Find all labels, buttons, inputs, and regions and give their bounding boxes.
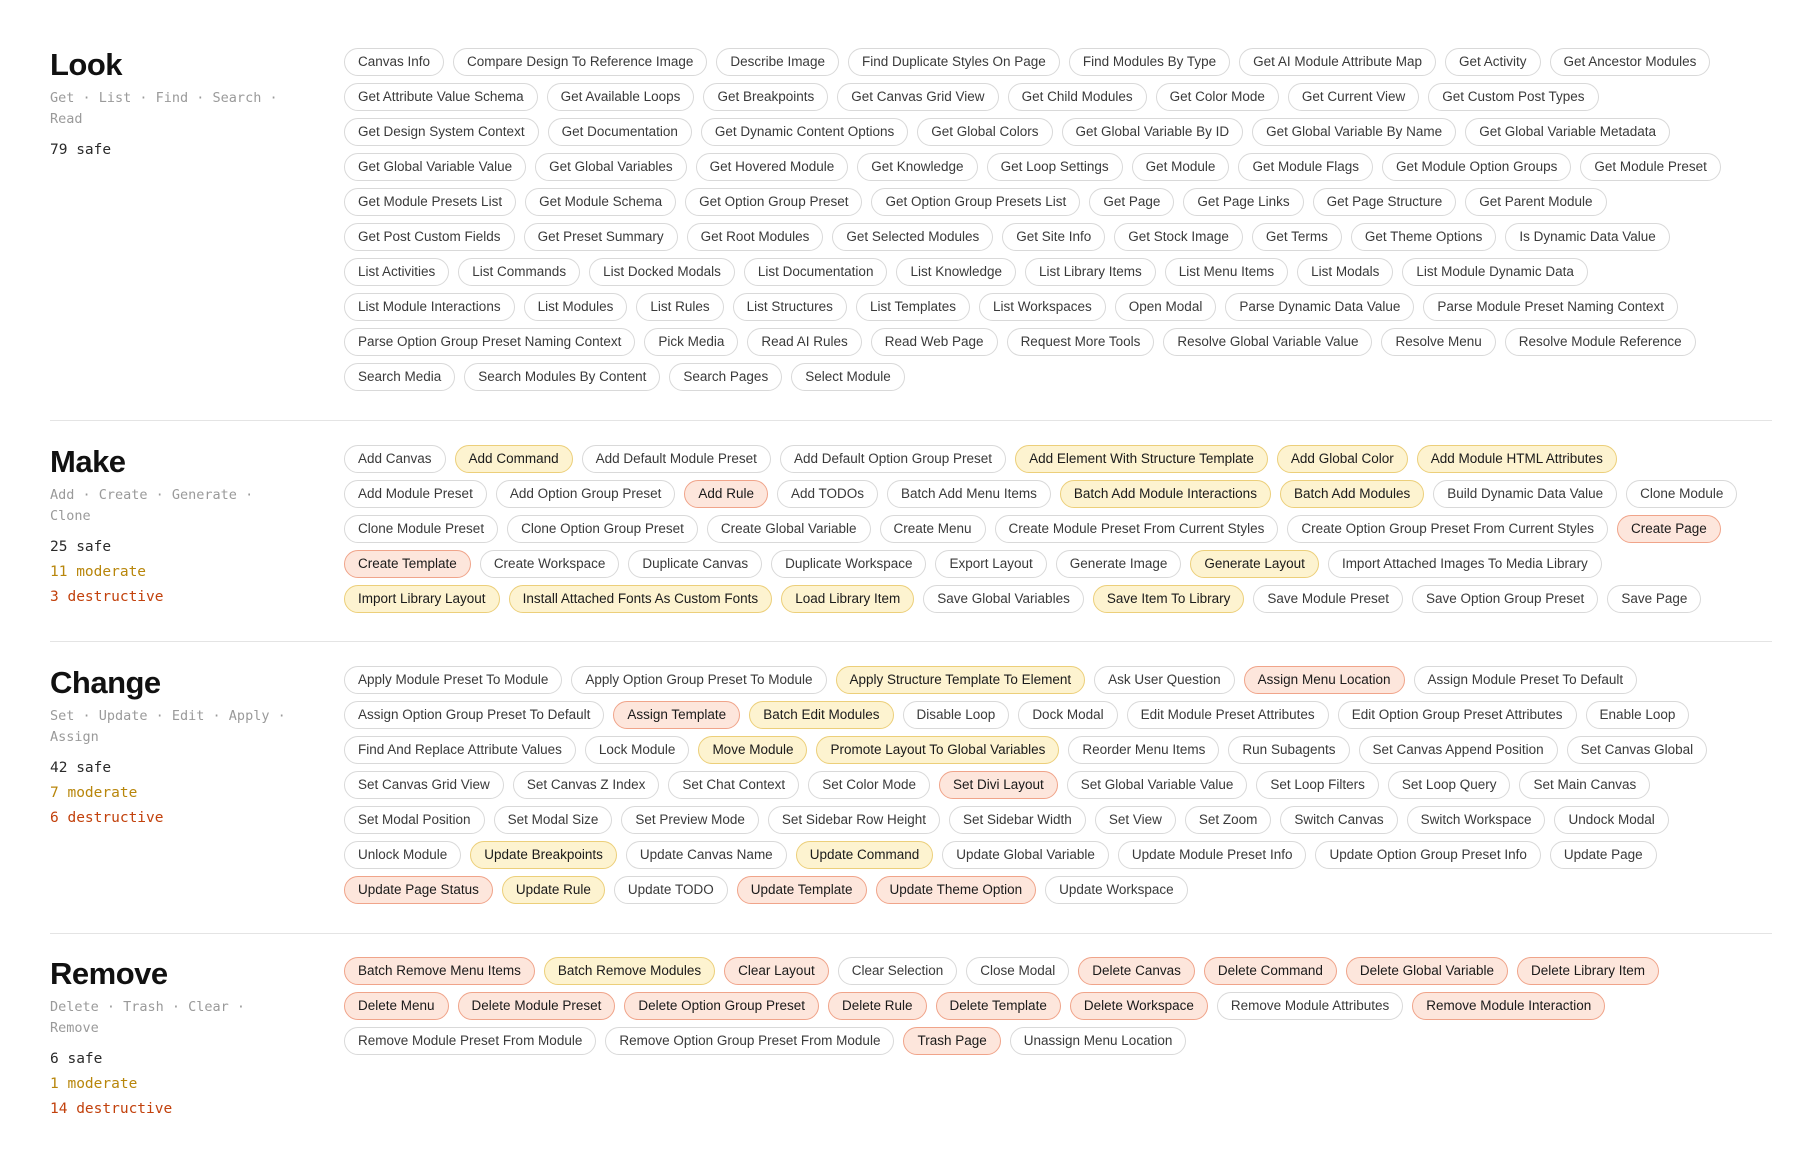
tool-chip[interactable]: Switch Canvas — [1280, 806, 1397, 834]
tool-chip[interactable]: Reorder Menu Items — [1068, 736, 1219, 764]
tool-chip[interactable]: Get Page Links — [1183, 188, 1303, 216]
section-title: Remove — [50, 956, 168, 991]
count-destructive: 6 destructive — [50, 810, 164, 826]
tool-chip[interactable]: Enable Loop — [1586, 701, 1690, 729]
section-look — [50, 48, 1772, 421]
count-destructive: 14 destructive — [50, 1101, 173, 1117]
tool-chip[interactable]: Build Dynamic Data Value — [1433, 480, 1617, 508]
tool-chip[interactable]: Add Command — [455, 445, 573, 473]
section-title: Look — [50, 47, 123, 82]
tool-chip[interactable]: Get Child Modules — [1008, 83, 1147, 111]
tool-chip[interactable]: Update Command — [796, 841, 934, 869]
tool-chip[interactable]: Get Custom Post Types — [1428, 83, 1598, 111]
tool-chip[interactable]: Get Page Structure — [1313, 188, 1457, 216]
tool-chip[interactable]: List Commands — [458, 258, 580, 286]
tool-chip[interactable]: Parse Option Group Preset Naming Context — [344, 328, 635, 356]
tool-chip[interactable]: Parse Dynamic Data Value — [1225, 293, 1414, 321]
tool-chip[interactable]: Get Color Mode — [1156, 83, 1279, 111]
tool-chip[interactable]: Find And Replace Attribute Values — [344, 736, 576, 764]
tool-chip[interactable]: Save Option Group Preset — [1412, 585, 1598, 613]
tool-chip[interactable]: Add Option Group Preset — [496, 480, 676, 508]
tool-chip[interactable]: List Modals — [1297, 258, 1393, 286]
tool-chip[interactable]: Get Root Modules — [687, 223, 824, 251]
tool-chip[interactable]: Add Rule — [684, 480, 768, 508]
tool-chip[interactable]: Set Canvas Z Index — [513, 771, 660, 799]
tool-chip[interactable]: List Knowledge — [896, 258, 1016, 286]
tool-chip[interactable]: Save Page — [1607, 585, 1701, 613]
tool-chip[interactable]: Import Library Layout — [344, 585, 500, 613]
tool-chip[interactable]: Open Modal — [1115, 293, 1217, 321]
section-make — [50, 445, 1772, 642]
tool-chip[interactable]: Get Global Colors — [917, 118, 1052, 146]
tool-chip[interactable]: Add Element With Structure Template — [1015, 445, 1268, 473]
tool-chip[interactable]: Get Canvas Grid View — [837, 83, 998, 111]
tool-chip[interactable]: Assign Template — [613, 701, 740, 729]
tool-chip[interactable]: Batch Add Module Interactions — [1060, 480, 1271, 508]
tool-chip[interactable]: Get Activity — [1445, 48, 1541, 76]
tool-chip[interactable]: Apply Option Group Preset To Module — [571, 666, 826, 694]
tool-chip[interactable]: Set View — [1095, 806, 1176, 834]
tool-chip[interactable]: Get Stock Image — [1114, 223, 1243, 251]
tool-chip[interactable]: Set Sidebar Row Height — [768, 806, 940, 834]
tool-chip[interactable]: Add Default Module Preset — [582, 445, 771, 473]
tool-chip[interactable]: Update Workspace — [1045, 876, 1188, 904]
tool-chip[interactable]: Get Global Variable Metadata — [1465, 118, 1670, 146]
tool-chip[interactable]: Edit Module Preset Attributes — [1127, 701, 1329, 729]
tool-chip[interactable]: Delete Command — [1204, 957, 1337, 985]
tool-chip[interactable]: Describe Image — [716, 48, 839, 76]
tool-chip[interactable]: Get Design System Context — [344, 118, 539, 146]
tool-chip[interactable]: Canvas Info — [344, 48, 444, 76]
tool-chip[interactable]: Delete Module Preset — [458, 992, 616, 1020]
tool-chip[interactable]: List Library Items — [1025, 258, 1156, 286]
tool-chip[interactable]: Is Dynamic Data Value — [1505, 223, 1669, 251]
tool-chip[interactable]: Add Canvas — [344, 445, 446, 473]
tool-chip[interactable]: Set Color Mode — [808, 771, 930, 799]
tool-chip[interactable]: Duplicate Workspace — [771, 550, 926, 578]
count-safe: 25 safe — [50, 539, 112, 555]
tool-chip[interactable]: Duplicate Canvas — [628, 550, 762, 578]
tool-chip[interactable]: Get Parent Module — [1465, 188, 1606, 216]
tool-chip[interactable]: Remove Option Group Preset From Module — [605, 1027, 894, 1055]
tool-chip[interactable]: Save Global Variables — [923, 585, 1084, 613]
section-verbs: Delete · Trash · Clear · Remove — [50, 999, 246, 1036]
tool-chip[interactable]: Create Template — [344, 550, 471, 578]
tool-chip[interactable]: Edit Option Group Preset Attributes — [1338, 701, 1577, 729]
tool-chip[interactable]: Set Sidebar Width — [949, 806, 1086, 834]
tool-chip[interactable]: Delete Canvas — [1078, 957, 1195, 985]
tool-chip[interactable]: Batch Remove Menu Items — [344, 957, 535, 985]
tool-chip[interactable]: List Menu Items — [1165, 258, 1288, 286]
section-header — [50, 48, 344, 420]
tool-chip[interactable]: Get Module — [1132, 153, 1230, 181]
tool-chip[interactable]: Get Global Variable By ID — [1062, 118, 1244, 146]
tool-chip[interactable]: Pick Media — [644, 328, 738, 356]
section-counts — [50, 535, 344, 610]
tool-chip[interactable]: Update Option Group Preset Info — [1315, 841, 1540, 869]
tool-chip[interactable]: Update Theme Option — [876, 876, 1037, 904]
tool-chip[interactable]: Get Site Info — [1002, 223, 1105, 251]
tool-chip-list — [344, 666, 1772, 933]
tool-chip[interactable]: Disable Loop — [903, 701, 1010, 729]
tool-chip[interactable]: Move Module — [698, 736, 807, 764]
tool-chip[interactable]: Get Module Flags — [1238, 153, 1373, 181]
tool-chip[interactable]: Get Documentation — [548, 118, 692, 146]
tool-chip[interactable]: Get Module Preset — [1580, 153, 1721, 181]
tool-chip[interactable]: Clone Module — [1626, 480, 1737, 508]
tool-chip[interactable]: Read AI Rules — [747, 328, 861, 356]
tool-chip[interactable]: Promote Layout To Global Variables — [816, 736, 1059, 764]
section-counts — [50, 756, 344, 831]
tool-chip[interactable]: Get Selected Modules — [832, 223, 993, 251]
tool-chip[interactable]: Set Main Canvas — [1519, 771, 1650, 799]
tool-chip[interactable]: Remove Module Attributes — [1217, 992, 1403, 1020]
tool-chip[interactable]: Clear Layout — [724, 957, 829, 985]
count-safe: 6 safe — [50, 1051, 103, 1067]
tool-chip[interactable]: List Module Dynamic Data — [1402, 258, 1588, 286]
tool-chip[interactable]: Get Current View — [1288, 83, 1419, 111]
tool-chip[interactable]: Get Global Variables — [535, 153, 687, 181]
section-verbs: Set · Update · Edit · Apply · Assign — [50, 708, 286, 745]
tool-chip[interactable]: Set Loop Query — [1388, 771, 1511, 799]
tool-chip[interactable]: Remove Module Interaction — [1412, 992, 1605, 1020]
tool-chip[interactable]: List Docked Modals — [589, 258, 735, 286]
tool-chip[interactable]: Generate Layout — [1190, 550, 1319, 578]
tool-chip[interactable]: Set Loop Filters — [1256, 771, 1379, 799]
tool-chip[interactable]: Create Option Group Preset From Current Styles — [1287, 515, 1608, 543]
tool-chip-list — [344, 445, 1772, 641]
tool-chip[interactable]: Dock Modal — [1018, 701, 1117, 729]
tool-chip[interactable]: Create Page — [1617, 515, 1721, 543]
tool-chip[interactable]: Get Preset Summary — [524, 223, 678, 251]
tool-chip[interactable]: Select Module — [791, 363, 905, 391]
tool-chip[interactable]: Add Module HTML Attributes — [1417, 445, 1617, 473]
tool-chip[interactable]: Compare Design To Reference Image — [453, 48, 707, 76]
tool-chip[interactable]: Get Dynamic Content Options — [701, 118, 908, 146]
count-safe: 42 safe — [50, 760, 112, 776]
tool-chip[interactable]: Get AI Module Attribute Map — [1239, 48, 1436, 76]
tool-chip[interactable]: Set Canvas Grid View — [344, 771, 504, 799]
tool-chip[interactable]: Batch Add Menu Items — [887, 480, 1051, 508]
tool-chip[interactable]: Get Module Option Groups — [1382, 153, 1571, 181]
tool-chip[interactable]: Update Module Preset Info — [1118, 841, 1307, 869]
section-title: Make — [50, 444, 126, 479]
tool-chip[interactable]: Install Attached Fonts As Custom Fonts — [509, 585, 773, 613]
tool-chip[interactable]: Add Default Option Group Preset — [780, 445, 1006, 473]
tool-chip[interactable]: Delete Rule — [828, 992, 927, 1020]
tool-chip[interactable]: Switch Workspace — [1407, 806, 1546, 834]
tool-chip[interactable]: Set Global Variable Value — [1067, 771, 1248, 799]
section-header — [50, 445, 344, 641]
tool-chip[interactable]: Resolve Global Variable Value — [1163, 328, 1372, 356]
tool-chip[interactable]: Update Page — [1550, 841, 1657, 869]
count-moderate: 11 moderate — [50, 564, 147, 580]
tool-chip[interactable]: Add Module Preset — [344, 480, 487, 508]
tool-chip[interactable]: Get Module Schema — [525, 188, 676, 216]
tool-chip[interactable]: Lock Module — [585, 736, 690, 764]
tool-chip[interactable]: Batch Add Modules — [1280, 480, 1424, 508]
tool-chip[interactable]: Get Breakpoints — [703, 83, 828, 111]
tool-chip[interactable]: List Templates — [856, 293, 970, 321]
tool-chip[interactable]: Save Module Preset — [1253, 585, 1403, 613]
tool-chip[interactable]: Delete Menu — [344, 992, 449, 1020]
tool-chip[interactable]: Clone Module Preset — [344, 515, 498, 543]
tool-chip[interactable]: Get Knowledge — [857, 153, 977, 181]
count-moderate: 1 moderate — [50, 1076, 138, 1092]
tool-chip[interactable]: Get Option Group Presets List — [871, 188, 1080, 216]
tool-chip[interactable]: Parse Module Preset Naming Context — [1423, 293, 1678, 321]
tool-chip[interactable]: Create Menu — [880, 515, 986, 543]
tool-chip[interactable]: List Structures — [733, 293, 847, 321]
tool-chip[interactable]: List Module Interactions — [344, 293, 515, 321]
section-header — [50, 666, 344, 933]
tool-chip[interactable]: Apply Module Preset To Module — [344, 666, 562, 694]
tool-chip[interactable]: Update Breakpoints — [470, 841, 617, 869]
section-header — [50, 957, 344, 1147]
tool-chip[interactable]: Clear Selection — [838, 957, 958, 985]
tool-chip[interactable]: Assign Menu Location — [1244, 666, 1405, 694]
tool-chip[interactable]: Create Workspace — [480, 550, 620, 578]
tool-chip[interactable]: Clone Option Group Preset — [507, 515, 698, 543]
tool-chip[interactable]: Get Module Presets List — [344, 188, 516, 216]
tool-chip[interactable]: Delete Template — [936, 992, 1061, 1020]
tool-chip[interactable]: List Rules — [636, 293, 723, 321]
tool-chip[interactable]: Assign Option Group Preset To Default — [344, 701, 604, 729]
tool-chip[interactable]: Get Post Custom Fields — [344, 223, 515, 251]
tool-chip[interactable]: Trash Page — [903, 1027, 1000, 1055]
tool-chip[interactable]: Close Modal — [966, 957, 1069, 985]
tool-chip[interactable]: Set Canvas Global — [1567, 736, 1708, 764]
tool-chip[interactable]: Get Attribute Value Schema — [344, 83, 538, 111]
tool-chip[interactable]: Update Page Status — [344, 876, 493, 904]
tool-chip[interactable]: Update Rule — [502, 876, 605, 904]
tool-chip[interactable]: Add TODOs — [777, 480, 878, 508]
tool-chip[interactable]: Batch Remove Modules — [544, 957, 715, 985]
tool-chip[interactable]: Delete Library Item — [1517, 957, 1659, 985]
tool-chip[interactable]: Get Ancestor Modules — [1550, 48, 1711, 76]
tool-chip[interactable]: Get Theme Options — [1351, 223, 1497, 251]
tool-chip[interactable]: Get Global Variable Value — [344, 153, 526, 181]
tool-chip[interactable]: Resolve Module Reference — [1505, 328, 1696, 356]
section-counts — [50, 138, 344, 163]
tool-chip[interactable]: Get Global Variable By Name — [1252, 118, 1456, 146]
tool-chip[interactable]: List Documentation — [744, 258, 888, 286]
section-title: Change — [50, 665, 161, 700]
tool-chip[interactable]: Request More Tools — [1007, 328, 1155, 356]
section-change — [50, 666, 1772, 934]
section-verbs: Get · List · Find · Search · Read — [50, 90, 278, 127]
tool-chip[interactable]: Find Duplicate Styles On Page — [848, 48, 1060, 76]
tool-chip[interactable]: Run Subagents — [1228, 736, 1349, 764]
tool-chip[interactable]: Update TODO — [614, 876, 728, 904]
tool-chip[interactable]: Read Web Page — [871, 328, 998, 356]
tool-chip[interactable]: Get Page — [1089, 188, 1174, 216]
tool-chip[interactable]: Get Option Group Preset — [685, 188, 862, 216]
count-safe: 79 safe — [50, 142, 112, 158]
tool-chip[interactable]: Save Item To Library — [1093, 585, 1245, 613]
tool-chip[interactable]: Generate Image — [1056, 550, 1182, 578]
tool-chip[interactable]: Delete Global Variable — [1346, 957, 1508, 985]
tool-chip[interactable]: Set Chat Context — [668, 771, 799, 799]
tool-chip-list — [344, 48, 1772, 420]
tool-chip[interactable]: Unassign Menu Location — [1010, 1027, 1187, 1055]
count-destructive: 3 destructive — [50, 589, 164, 605]
section-verbs: Add · Create · Generate · Clone — [50, 487, 254, 524]
tool-chip[interactable]: Set Modal Position — [344, 806, 485, 834]
tool-chip[interactable]: Get Available Loops — [547, 83, 695, 111]
tool-chip[interactable]: Create Module Preset From Current Styles — [995, 515, 1279, 543]
tool-chip[interactable]: Search Pages — [669, 363, 782, 391]
tool-chip[interactable]: Set Divi Layout — [939, 771, 1058, 799]
tool-chip-list — [344, 957, 1772, 1147]
section-counts — [50, 1047, 344, 1122]
tool-chip[interactable]: Set Canvas Append Position — [1359, 736, 1558, 764]
tool-chip[interactable]: Resolve Menu — [1381, 328, 1495, 356]
tool-chip[interactable]: Undock Modal — [1554, 806, 1668, 834]
tool-chip[interactable]: List Modules — [524, 293, 628, 321]
tool-chip[interactable]: Get Hovered Module — [696, 153, 849, 181]
tool-chip[interactable]: Create Global Variable — [707, 515, 871, 543]
section-remove — [50, 957, 1772, 1147]
tool-chip[interactable]: Assign Module Preset To Default — [1414, 666, 1638, 694]
tool-chip[interactable]: Unlock Module — [344, 841, 461, 869]
tool-chip[interactable]: Batch Edit Modules — [749, 701, 893, 729]
tool-chip[interactable]: Get Loop Settings — [987, 153, 1123, 181]
tool-chip[interactable]: List Workspaces — [979, 293, 1106, 321]
tool-chip[interactable]: Update Template — [737, 876, 867, 904]
tool-chip[interactable]: Ask User Question — [1094, 666, 1235, 694]
tool-chip[interactable]: Load Library Item — [781, 585, 914, 613]
tool-chip[interactable]: Set Zoom — [1185, 806, 1272, 834]
tool-chip[interactable]: Apply Structure Template To Element — [836, 666, 1086, 694]
tool-chip[interactable]: Update Canvas Name — [626, 841, 787, 869]
tool-chip[interactable]: Delete Workspace — [1070, 992, 1208, 1020]
tool-chip[interactable]: Export Layout — [935, 550, 1046, 578]
tool-chip[interactable]: Set Modal Size — [494, 806, 613, 834]
tool-chip[interactable]: Search Media — [344, 363, 455, 391]
tool-chip[interactable]: Search Modules By Content — [464, 363, 660, 391]
tool-chip[interactable]: Import Attached Images To Media Library — [1328, 550, 1602, 578]
tool-chip[interactable]: Remove Module Preset From Module — [344, 1027, 596, 1055]
tool-chip[interactable]: Update Global Variable — [942, 841, 1109, 869]
count-moderate: 7 moderate — [50, 785, 138, 801]
tool-chip[interactable]: Get Terms — [1252, 223, 1342, 251]
tool-chip[interactable]: Add Global Color — [1277, 445, 1408, 473]
tool-chip[interactable]: Delete Option Group Preset — [624, 992, 819, 1020]
tool-chip[interactable]: Set Preview Mode — [621, 806, 759, 834]
tool-chip[interactable]: Find Modules By Type — [1069, 48, 1230, 76]
tool-chip[interactable]: List Activities — [344, 258, 449, 286]
